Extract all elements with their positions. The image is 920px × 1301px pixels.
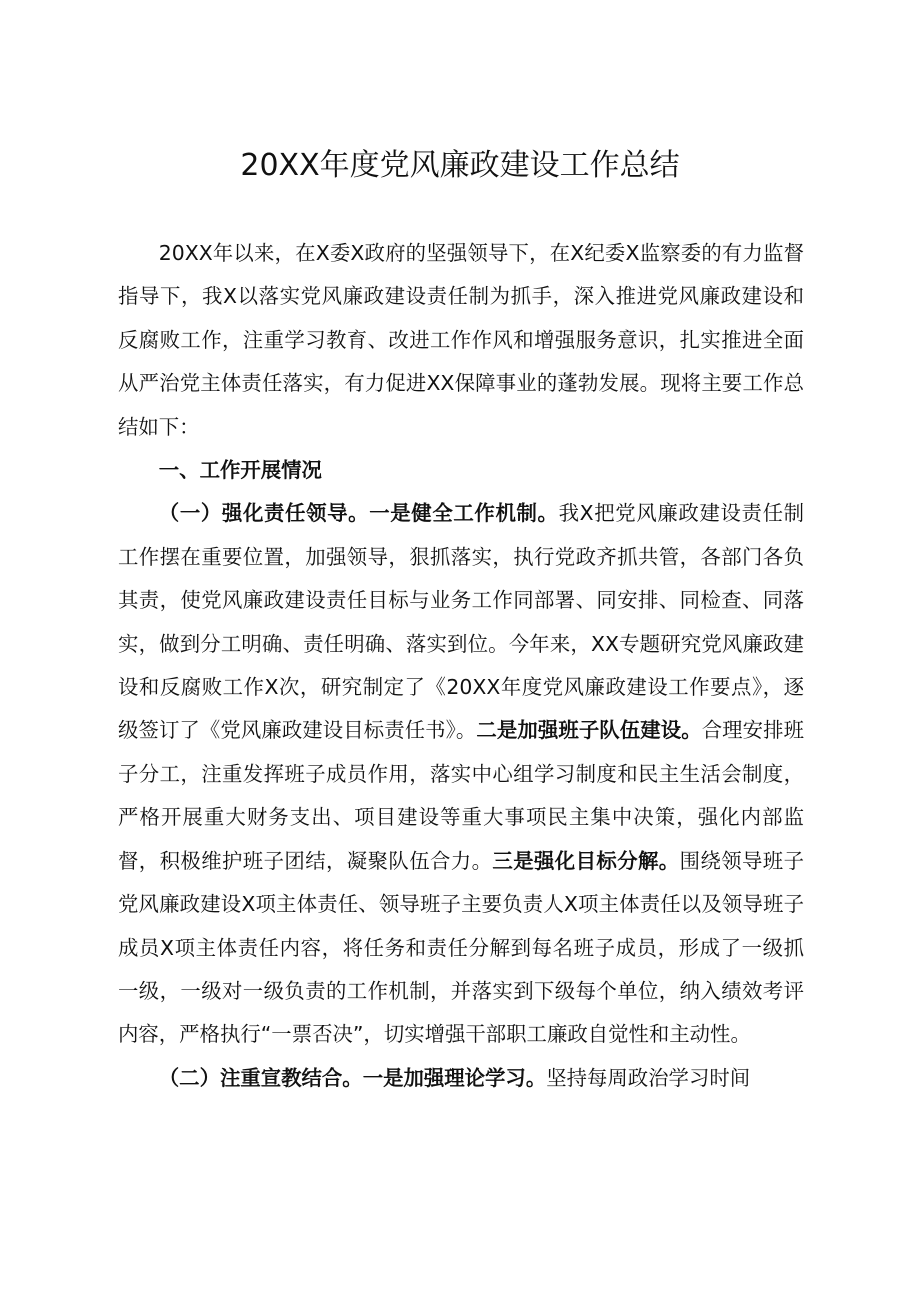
document-body <box>118 232 804 1100</box>
subsection-2-heading: （二）注重宣教结合。 <box>158 1065 363 1090</box>
point-3-text: 围绕领导班子党风廉政建设X项主体责任、领导班子主要负责人X项主体责任以及领导班子成员X项主体责任内容，将任务和责任分解到每名班子成员，形成了一级抓一级，一级对一级负责的工作机制，并落实到下级每个单位，纳入绩效考评内容，严格执行“一票否决”，切实增强干部职工廉政自觉性和主动性。 <box>118 848 805 1047</box>
subsection-2-point-1-text: 坚持每周政治学习时间 <box>546 1065 751 1090</box>
point-1-text: 我X把党风廉政建设责任制工作摆在重要位置，加强领导，狠抓落实，执行党政齐抓共管，各部门各负其责，使党风廉政建设责任目标与业务工作同部署、同安排、同检查、同落实，做到分工明确、责任明确、落实到位。今年来，XX专题研究党风廉政建设和反腐败工作X次，研究制定了《20XX年度党风廉政建设工作要点》，逐级签订了《党风廉政建设目标责任书》。 <box>118 501 805 743</box>
point-2-heading: 二是加强班子队伍建设。 <box>476 718 702 743</box>
subsection-2-paragraph <box>118 1057 804 1100</box>
point-3-heading: 三是强化目标分解。 <box>492 848 680 873</box>
subsection-1-heading: （一）强化责任领导。 <box>158 501 370 526</box>
intro-paragraph: 20XX年以来，在X委X政府的坚强领导下，在X纪委X监察委的有力监督指导下，我X以落实党风廉政建设责任制为抓手，深入推进党风廉政建设和反腐败工作，注重学习教育、改进工作作风和增强服务意识，扎实推进全面从严治党主体责任落实，有力促进XX保障事业的蓬勃发展。现将主要工作总结如下： <box>118 241 804 439</box>
point-1-heading: 一是健全工作机制。 <box>369 501 559 526</box>
subsection-1-paragraph <box>118 492 804 1056</box>
point-2-text: 合理安排班子分工，注重发挥班子成员作用，落实中心组学习制度和民主生活会制度，严格开展重大财务支出、项目建设等重大事项民主集中决策，强化内部监督，积极维护班子团结，凝聚队伍合力。 <box>118 718 804 873</box>
section-heading-1: 一、工作开展情况 <box>158 458 322 483</box>
document-title: 20XX年度党风廉政建设工作总结 <box>240 148 680 183</box>
subsection-2-point-1-heading: 一是加强理论学习。 <box>362 1065 547 1090</box>
